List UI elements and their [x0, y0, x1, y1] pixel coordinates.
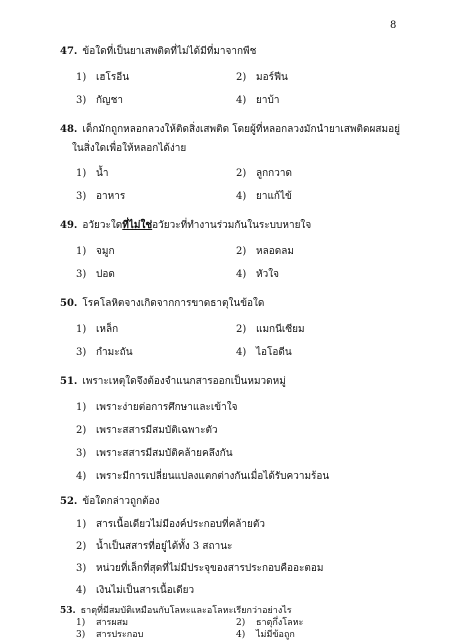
page-number: 8: [390, 20, 397, 31]
option-2[interactable]: 2) หลอดลม: [236, 246, 294, 257]
question-50: [60, 296, 264, 311]
question-52: [60, 494, 160, 509]
question-number: 51.: [60, 376, 78, 387]
option-2[interactable]: 2) แมกนีเซียม: [236, 324, 305, 335]
option-4[interactable]: 4) หัวใจ: [236, 269, 279, 280]
question-49: [60, 218, 311, 233]
question-text: ธาตุที่มีสมบัติเหมือนกับโลหะและอโลหะเรียกว่าอย่างไร: [80, 606, 292, 616]
question-47: [60, 44, 256, 59]
question-number: 50.: [60, 298, 78, 309]
question-text-continued: ในสิ่งใดเพื่อให้หลอกได้ง่าย: [72, 143, 187, 154]
question-text: เด็กมักถูกหลอกลวงให้ติดสิ่งเสพติด โดยผู้ที่หลอกลวงมักนำยาเสพติดผสมอยู่: [82, 124, 400, 135]
question-text: เพราะเหตุใดจึงต้องจำแนกสารออกเป็นหมวดหมู่: [82, 376, 286, 387]
option-1[interactable]: 1) น้ำ: [76, 168, 109, 179]
question-53: [60, 603, 292, 617]
option-3[interactable]: 3) กำมะถัน: [76, 347, 133, 358]
question-text: ข้อใดกล่าวถูกต้อง: [82, 496, 160, 507]
option-3[interactable]: 3) ปอด: [76, 269, 115, 280]
option-4[interactable]: 4) ยาแก้ไข้: [236, 191, 292, 202]
option-3[interactable]: 3) หน่วยที่เล็กที่สุดที่ไม่มีประจุของสารประกอบคืออะตอม: [76, 563, 324, 574]
option-1[interactable]: 1) เฮโรอีน: [76, 72, 130, 83]
question-51: [60, 374, 286, 389]
option-3[interactable]: 3) อาหาร: [76, 191, 126, 202]
option-1[interactable]: 1) สารผสม: [76, 618, 129, 628]
question-text: โรคโลหิตจางเกิดจากการขาดธาตุในข้อใด: [82, 298, 265, 309]
option-2[interactable]: 2) ธาตุกึ่งโลหะ: [236, 618, 304, 628]
option-3[interactable]: 3) เพราะสสารมีสมบัติคล้ายคลึงกัน: [76, 448, 233, 459]
option-4[interactable]: 4) ไม่มีข้อถูก: [236, 630, 295, 640]
question-text: ข้อใดที่เป็นยาเสพติดที่ไม่ได้มีที่มาจากพืช: [82, 46, 257, 57]
option-2[interactable]: 2) ลูกกวาด: [236, 168, 292, 179]
option-1[interactable]: 1) สารเนื้อเดียวไม่มีองค์ประกอบที่คล้ายตัว: [76, 519, 266, 530]
option-2[interactable]: 2) มอร์ฟีน: [236, 72, 288, 83]
option-1[interactable]: 1) เพราะง่ายต่อการศึกษาและเข้าใจ: [76, 402, 238, 413]
option-4[interactable]: 4) เพราะมีการเปลี่ยนแปลงแตกต่างกันเมื่อได้รับความร้อน: [76, 471, 330, 482]
question-number: 53.: [60, 606, 76, 616]
question-number: 52.: [60, 496, 78, 507]
option-1[interactable]: 1) จมูก: [76, 246, 115, 257]
question-number: 47.: [60, 46, 78, 57]
option-4[interactable]: 4) เงินไม่เป็นสารเนื้อเดียว: [76, 585, 195, 596]
option-1[interactable]: 1) เหล็ก: [76, 324, 119, 335]
option-3[interactable]: 3) สารประกอบ: [76, 630, 144, 640]
question-text: อวัยวะใดที่ไม่ใช่อวัยวะที่ทำงานร่วมกันในระบบหายใจ: [82, 220, 312, 231]
option-2[interactable]: 2) น้ำเป็นสสารที่อยู่ได้ทั้ง 3 สถานะ: [76, 541, 233, 552]
question-48: [60, 122, 400, 137]
question-number: 48.: [60, 124, 78, 135]
option-4[interactable]: 4) ไอโอดีน: [236, 347, 292, 358]
emphasis-not: ที่ไม่ใช่: [122, 220, 153, 231]
option-3[interactable]: 3) กัญชา: [76, 95, 123, 106]
option-4[interactable]: 4) ยาบ้า: [236, 95, 280, 106]
option-2[interactable]: 2) เพราะสสารมีสมบัติเฉพาะตัว: [76, 425, 218, 436]
question-number: 49.: [60, 220, 78, 231]
